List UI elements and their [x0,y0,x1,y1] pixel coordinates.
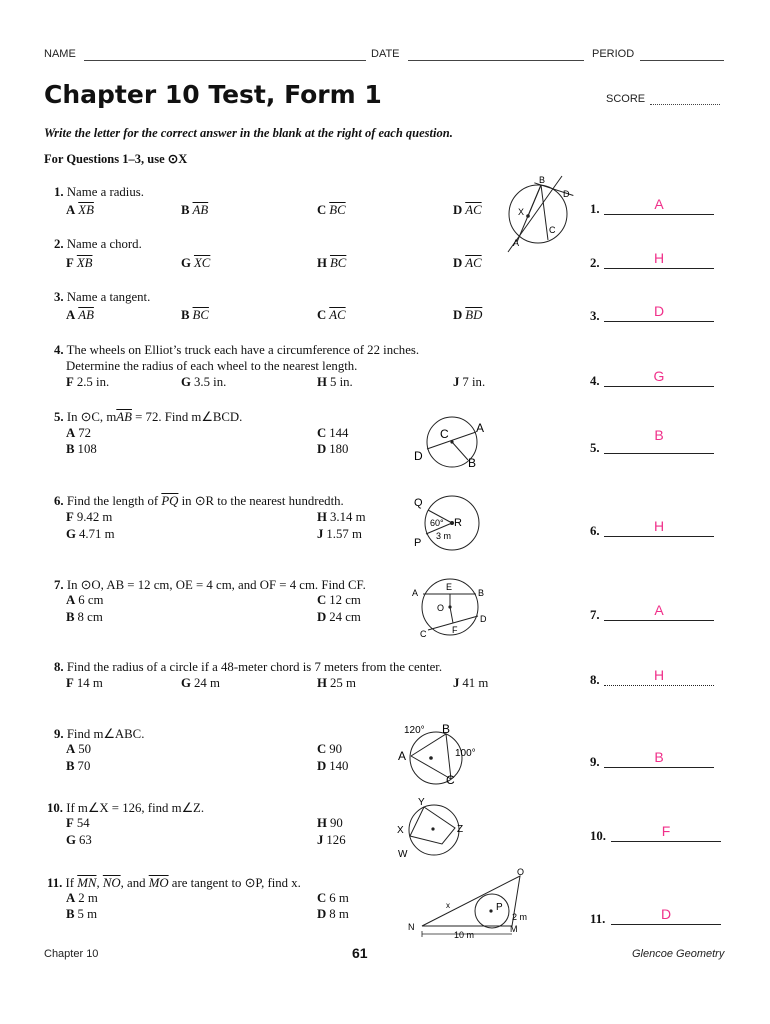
option-9c: C 90 [317,742,343,756]
figure-label: R [454,517,462,529]
figure-label: P [496,902,503,913]
figure-circle-x [500,172,590,258]
answer-11: D [660,906,672,922]
score-label: SCORE [606,93,646,105]
answer-blank-1[interactable] [604,196,714,215]
answer-7: A [654,602,664,618]
option-4g: G 3.5 in. [181,375,227,389]
figure-label: X [397,825,404,836]
figure-label: Y [418,797,425,808]
figure-label: C [446,773,455,787]
blank-number: 11. [590,912,606,926]
figure-label: N [408,922,415,932]
option-4f: F 2.5 in. [66,375,110,389]
figure-label: 100° [455,748,476,759]
figure-label: 120° [404,725,425,736]
option-5c: C 144 [317,426,349,440]
option-3d: D $\overline{BD}$ [453,308,483,322]
option-7b: B 8 cm [66,610,103,624]
question-11: 11. If $\overline{MN}$, $\overline{NO}$, and $\overline{MO}$ are tangent to ⊙P, find x. [47,876,301,890]
blank-number: 2. [590,256,600,270]
option-8g: G 24 m [181,676,220,690]
figure-label: B [468,456,477,470]
blank-number: 10. [590,829,606,843]
date-field[interactable] [408,48,584,61]
option-7c: C 12 cm [317,593,361,607]
option-2d: D $\overline{AC}$ [453,256,482,270]
footer-publisher: Glencoe Geometry [632,948,725,960]
answer-blank-2[interactable] [604,250,714,269]
answer-10: F [661,823,671,839]
option-9a: A 50 [66,742,92,756]
figure-label: X [518,207,525,217]
option-1b: B $\overline{AB}$ [181,203,209,217]
answer-blank-7[interactable] [604,602,714,621]
option-2f: F $\overline{XB}$ [66,256,93,270]
answer-1: A [654,196,664,212]
answer-blank-4[interactable] [604,368,714,387]
answer-blank-9[interactable] [604,749,714,768]
figure-label: C [420,629,427,639]
option-5b: B 108 [66,442,97,456]
answer-6: H [653,518,665,534]
question-4-line2: Determine the radius of each wheel to the nearest length. [66,359,358,373]
question-1 [54,184,144,200]
blank-number: 4. [590,374,600,388]
question-3: 3. Name a tangent. [54,290,151,304]
question-4: 4. The wheels on Elliot’s truck each have a circumference of 22 inches. [54,343,420,357]
option-3a: A $\overline{AB}$ [66,308,94,322]
page-title: Chapter 10 Test, Form 1 [44,80,382,109]
option-9b: B 70 [66,759,91,773]
option-7a: A 6 cm [66,593,104,607]
figure-label: M [510,924,518,934]
figure-label: W [398,849,408,860]
option-1c: C $\overline{BC}$ [317,203,346,217]
figure-tangent-triangle [404,866,534,942]
figure-label: O [437,603,445,613]
answer-9: B [654,749,664,765]
option-11a: A 2 m [66,891,98,905]
answer-blank-8[interactable] [604,667,714,686]
blank-number: 7. [590,608,600,622]
option-1a: A $\overline{XB}$ [66,203,94,217]
blank-number: 1. [590,202,600,216]
blank-number: 3. [590,309,600,323]
question-5: 5. In ⊙C, $m\overline{AB} = 72$. Find m∠BCD. [54,410,243,424]
option-8h: H 25 m [317,676,356,690]
answer-2: H [653,250,665,266]
question-text: Name a radius. [66,185,144,199]
figure-quad-xyzw [396,796,476,860]
question-7: 7. In ⊙O, AB = 12 cm, OE = 4 cm, and OF = 4 cm. Find CF. [54,578,366,592]
answer-8: H [653,667,665,683]
question-8: 8. Find the radius of a circle if a 48-meter chord is 7 meters from the center. [54,660,443,674]
for-questions-note: For Questions 1–3, use ⊙X [44,152,188,166]
option-11b: B 5 m [66,907,98,921]
figure-label: A [398,749,407,763]
answer-blank-10[interactable] [611,823,721,842]
option-6f: F 9.42 m [66,510,113,524]
score-field[interactable] [650,94,720,105]
figure-label: 10 m [454,930,475,940]
option-9d: D 140 [317,759,349,773]
figure-label: Q [414,497,423,509]
figure-label: A [476,421,485,435]
date-label: DATE [371,48,400,60]
option-3c: C $\overline{AC}$ [317,308,346,322]
question-number: 1. [54,185,64,199]
option-7d: D 24 cm [317,610,361,624]
option-10h: H 90 [317,816,343,830]
option-1d: D $\overline{AC}$ [453,203,482,217]
figure-label: 60° [430,518,444,528]
figure-label: C [549,225,556,235]
figure-circle-o [410,576,500,642]
page-number: 61 [352,945,368,961]
footer-chapter: Chapter 10 [44,948,99,960]
figure-label: Z [457,824,464,835]
option-8j: J 41 m [453,676,489,690]
figure-label: B [442,722,451,736]
figure-label: C [440,427,449,441]
option-5a: A 72 [66,426,92,440]
option-2h: H $\overline{BC}$ [317,256,347,270]
blank-number: 9. [590,755,600,769]
figure-label: A [412,588,419,598]
figure-label: 3 m [436,531,452,541]
instructions: Write the letter for the correct answer in the blank at the right of each question. [44,126,453,140]
answer-5: B [654,427,664,443]
figure-label: D [563,189,570,199]
answer-blank-6[interactable] [604,518,714,537]
figure-label: B [478,588,485,598]
option-10g: G 63 [66,833,92,847]
question-9: 9. Find m∠ABC. [54,727,145,741]
option-10j: J 126 [317,833,346,847]
option-11d: D 8 m [317,907,349,921]
figure-label: x [446,901,450,910]
period-field[interactable] [640,48,724,61]
option-5d: D 180 [317,442,349,456]
figure-label: E [446,582,453,592]
option-3b: B $\overline{BC}$ [181,308,209,322]
answer-blank-3[interactable] [604,303,714,322]
option-10f: F 54 [66,816,90,830]
figure-circle-c [410,412,490,472]
answer-blank-5[interactable] [604,427,714,454]
name-field[interactable] [84,48,366,61]
option-11c: C 6 m [317,891,349,905]
figure-label: F [452,625,458,635]
figure-inscribed-abc [396,722,486,788]
option-6h: H 3.14 m [317,510,366,524]
answer-4: G [653,368,665,384]
answer-3: D [653,303,665,319]
blank-number: 8. [590,673,600,687]
figure-label: D [414,449,423,463]
figure-label: P [414,537,422,549]
question-2: 2. Name a chord. [54,237,142,251]
option-4j: J 7 in. [453,375,486,389]
answer-blank-11[interactable] [611,906,721,925]
question-10: 10. If m∠X = 126, find m∠Z. [47,801,205,815]
option-2g: G $\overline{XC}$ [181,256,211,270]
figure-circle-r [410,492,490,552]
figure-label: D [480,614,487,624]
figure-label: A [513,238,520,248]
figure-label: 2 m [512,912,528,922]
period-label: PERIOD [592,48,635,60]
figure-label: B [539,175,546,185]
option-4h: H 5 in. [317,375,353,389]
question-6: 6. Find the length of $\overline{PQ}$ in ⊙R to the nearest hundredth. [54,494,344,508]
option-6g: G 4.71 m [66,527,115,541]
option-8f: F 14 m [66,676,103,690]
blank-number: 5. [590,441,600,455]
figure-label: O [517,867,525,877]
name-label: NAME [44,48,76,60]
blank-number: 6. [590,524,600,538]
option-6j: J 1.57 m [317,527,362,541]
